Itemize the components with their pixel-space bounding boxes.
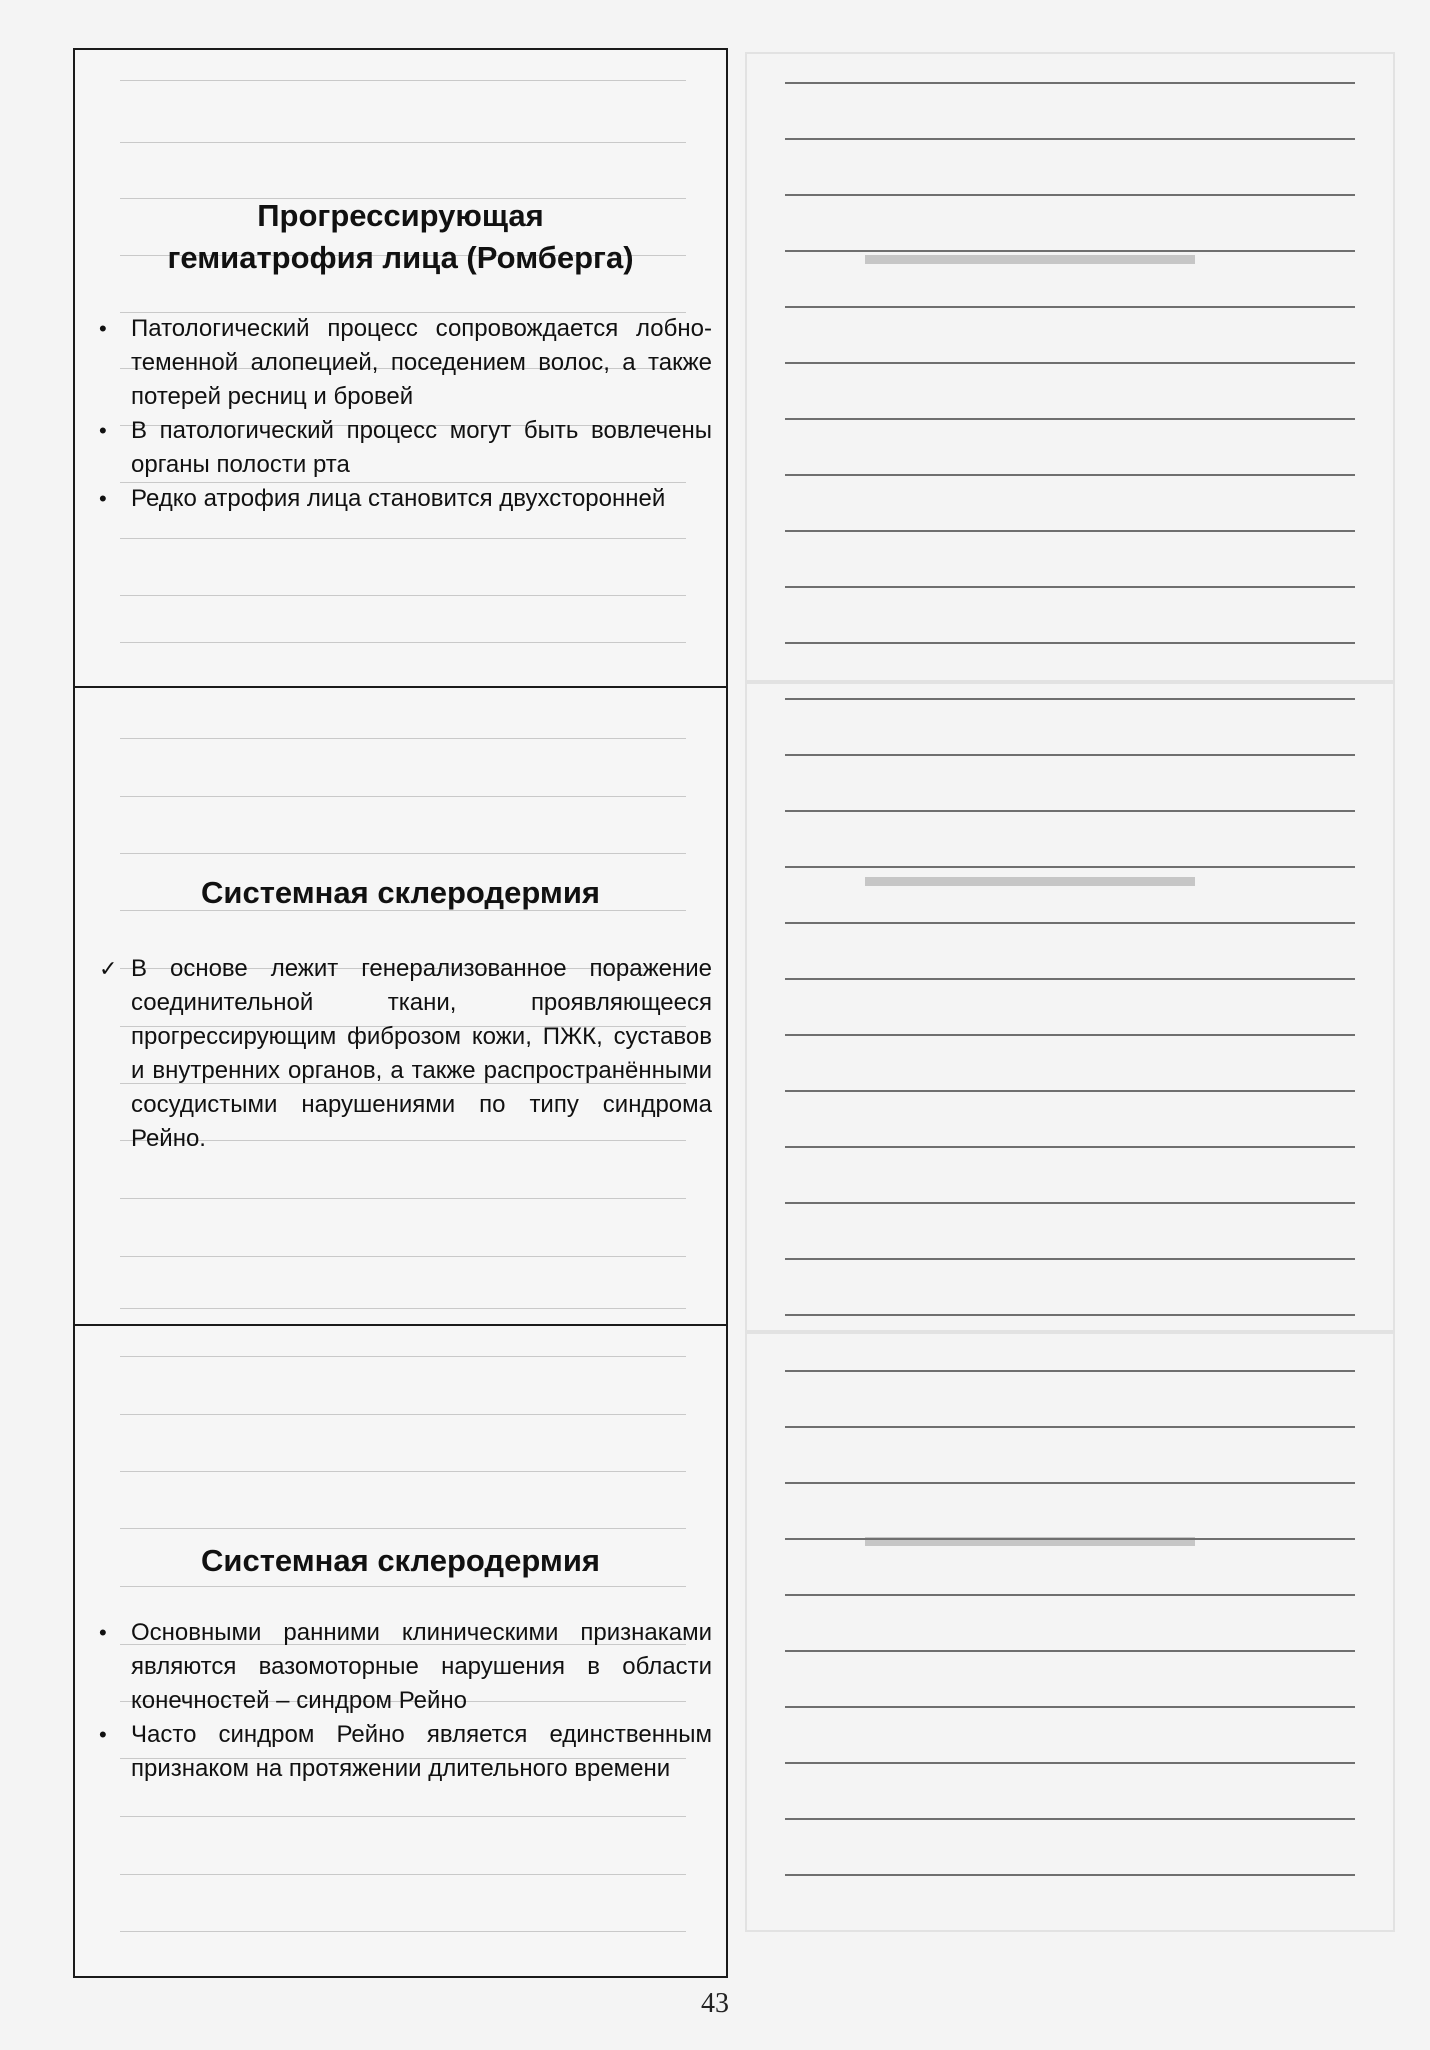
show-through-text: ▬▬▬▬▬▬▬▬▬▬▬ [865,238,1195,271]
bullet-list [89,312,712,516]
title-line: Системная склеродермия [201,875,600,910]
bullet-marker: • [99,418,107,443]
card-title [95,872,706,914]
bullet-list [89,1616,712,1786]
notes-column [745,52,1395,1932]
bullet-text: Патологический процесс сопровождается лобно-теменной алопецией, поседением волос, а также потерей ресниц и бровей [131,315,712,410]
bullet-marker: • [99,486,107,511]
bullet-marker: • [99,1722,107,1747]
list-item [89,952,712,1156]
card-scleroderma-definition [75,686,726,1324]
card-scleroderma-signs [75,1324,726,1976]
check-icon: ✓ [99,956,118,981]
title-line: Системная склеродермия [201,1543,600,1578]
card-romberg [75,50,726,686]
page-number: 43 [701,1988,729,2019]
bullet-marker: • [99,316,107,341]
list-item [89,1616,712,1718]
list-item [89,482,712,516]
card-title [95,195,706,279]
bullet-text: В патологический процесс могут быть вовлечены органы полости рта [131,417,712,478]
bullet-marker: • [99,1620,107,1645]
card-title [95,1540,706,1582]
show-through-text: ▬▬▬▬▬▬▬▬▬▬▬ [865,1520,1195,1553]
bullet-text: Часто синдром Рейно является единственным признаком на протяжении длительного времени [131,1721,712,1782]
show-through-text: ▬▬▬▬▬▬▬▬▬▬▬ [865,860,1195,893]
title-line: гемиатрофия лица (Ромберга) [167,240,634,275]
title-line: Прогрессирующая [257,198,544,233]
show-through-panel [745,682,1395,1332]
list-item [89,312,712,414]
show-through-panel [745,1332,1395,1932]
list-item [89,1718,712,1786]
bullet-text: Редко атрофия лица становится двухсторонней [131,485,666,512]
bullet-text: В основе лежит генерализованное поражение соединительной ткани, проявляющееся прогрессирующим фиброзом кожи, ПЖК, суставов и внутренних органов, а также распространёнными сосудистыми нарушениями по типу синдрома Рейно. [131,955,712,1152]
bullet-text: Основными ранними клиническими признаками являются вазомоторные нарушения в области конечностей – синдром Рейно [131,1619,712,1714]
left-column [73,48,728,1978]
list-item [89,414,712,482]
bullet-list [89,952,712,1156]
